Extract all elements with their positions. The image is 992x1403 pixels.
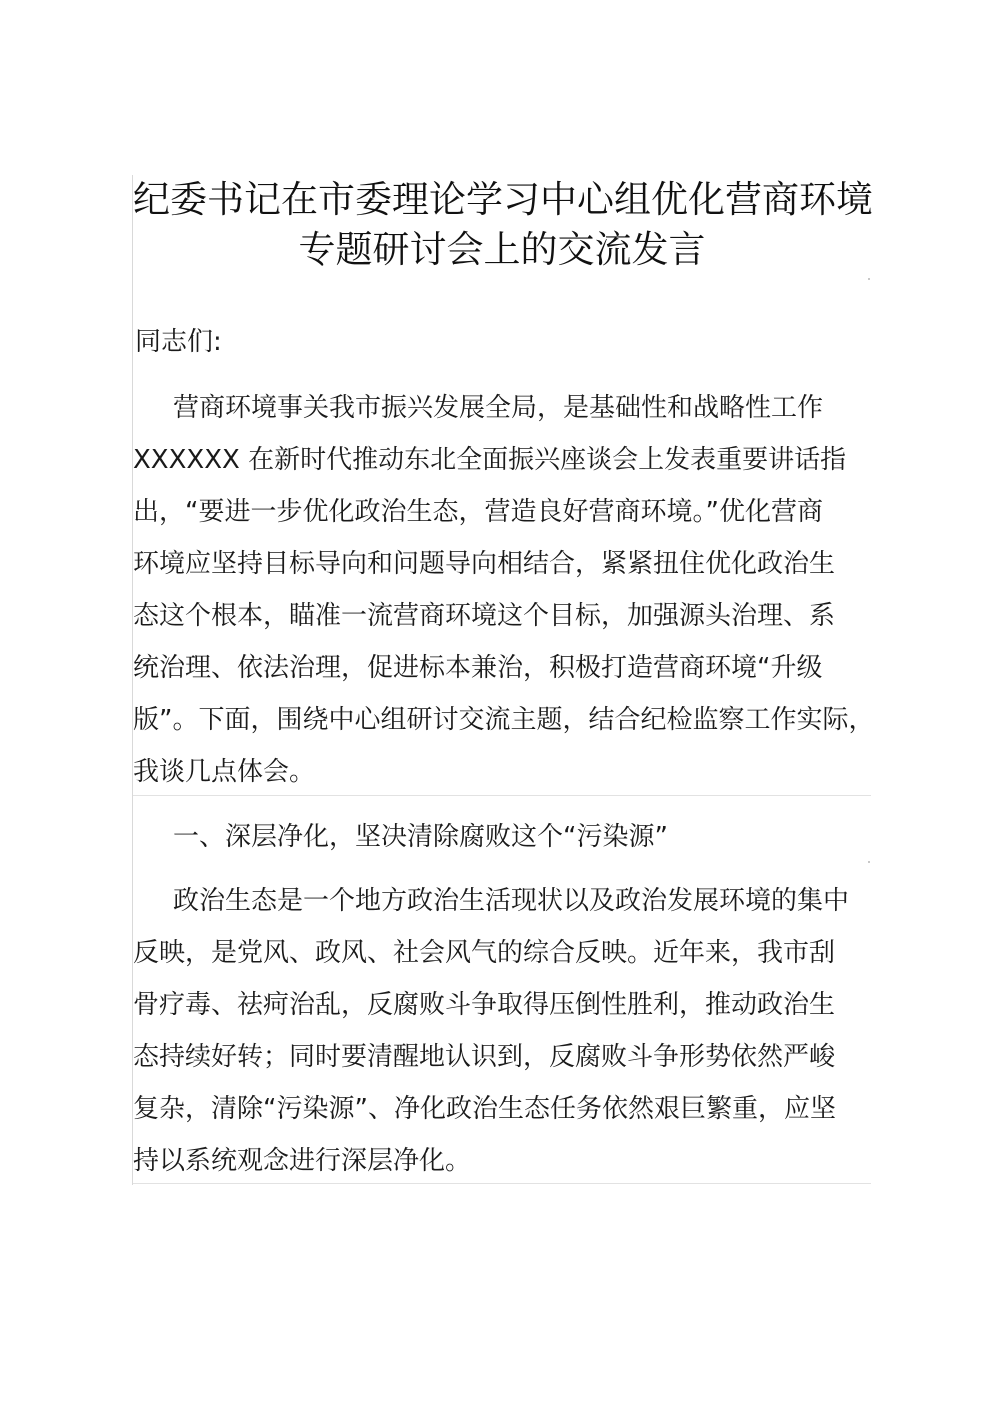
paragraph-1 bbox=[133, 382, 875, 798]
salutation: 同志们: bbox=[135, 327, 222, 357]
page-bottom-divider bbox=[133, 1183, 871, 1184]
paragraph-2 bbox=[133, 875, 871, 1187]
paragraph-line: 持以系统观念进行深层净化。 bbox=[133, 1146, 472, 1176]
paragraph-line: 环境应坚持目标导向和问题导向相结合，紧紧扭住优化政治生 bbox=[133, 549, 836, 579]
paragraph-line: 出，“要进一步优化政治生态，营造良好营商环境。”优化营商 bbox=[133, 497, 823, 527]
margin-mark bbox=[868, 861, 870, 863]
margin-mark bbox=[868, 278, 870, 280]
paragraph-line: 态持续好转；同时要清醒地认识到，反腐败斗争形势依然严峻 bbox=[133, 1042, 836, 1072]
paragraph-line: 反映，是党风、政风、社会风气的综合反映。近年来，我市刮 bbox=[133, 938, 836, 968]
document-title bbox=[133, 175, 871, 275]
paragraph-line: 骨疗毒、祛疴治乱，反腐败斗争取得压倒性胜利，推动政治生 bbox=[133, 990, 836, 1020]
section-heading-text: 一、深层净化，坚决清除腐败这个“污染源” bbox=[173, 822, 668, 852]
paragraph-line: 态这个根本，瞄准一流营商环境这个目标，加强源头治理、系 bbox=[133, 601, 836, 631]
paragraph-line: 营商环境事关我市振兴发展全局，是基础性和战略性工作 bbox=[173, 393, 824, 423]
section-heading bbox=[133, 811, 871, 863]
paragraph-line: 复杂，清除“污染源”、净化政治生态任务依然艰巨繁重，应坚 bbox=[133, 1094, 836, 1124]
paragraph-line: 我谈几点体会。 bbox=[133, 757, 316, 787]
paragraph-divider bbox=[133, 795, 871, 796]
paragraph-line: XXXXXX 在新时代推动东北全面振兴座谈会上发表重要讲话指 bbox=[133, 445, 847, 475]
paragraph-line: 统治理、依法治理，促进标本兼治，积极打造营商环境“升级 bbox=[133, 653, 823, 683]
title-line-2: 专题研讨会上的交流发言 bbox=[298, 228, 706, 271]
paragraph-line: 政治生态是一个地方政治生活现状以及政治发展环境的集中 bbox=[173, 886, 850, 916]
document-page bbox=[132, 175, 875, 1185]
title-line-1: 纪委书记在市委理论学习中心组优化营商环境 bbox=[133, 178, 873, 221]
paragraph-line: 版”。下面，围绕中心组研讨交流主题，结合纪检监察工作实际， bbox=[133, 705, 875, 735]
